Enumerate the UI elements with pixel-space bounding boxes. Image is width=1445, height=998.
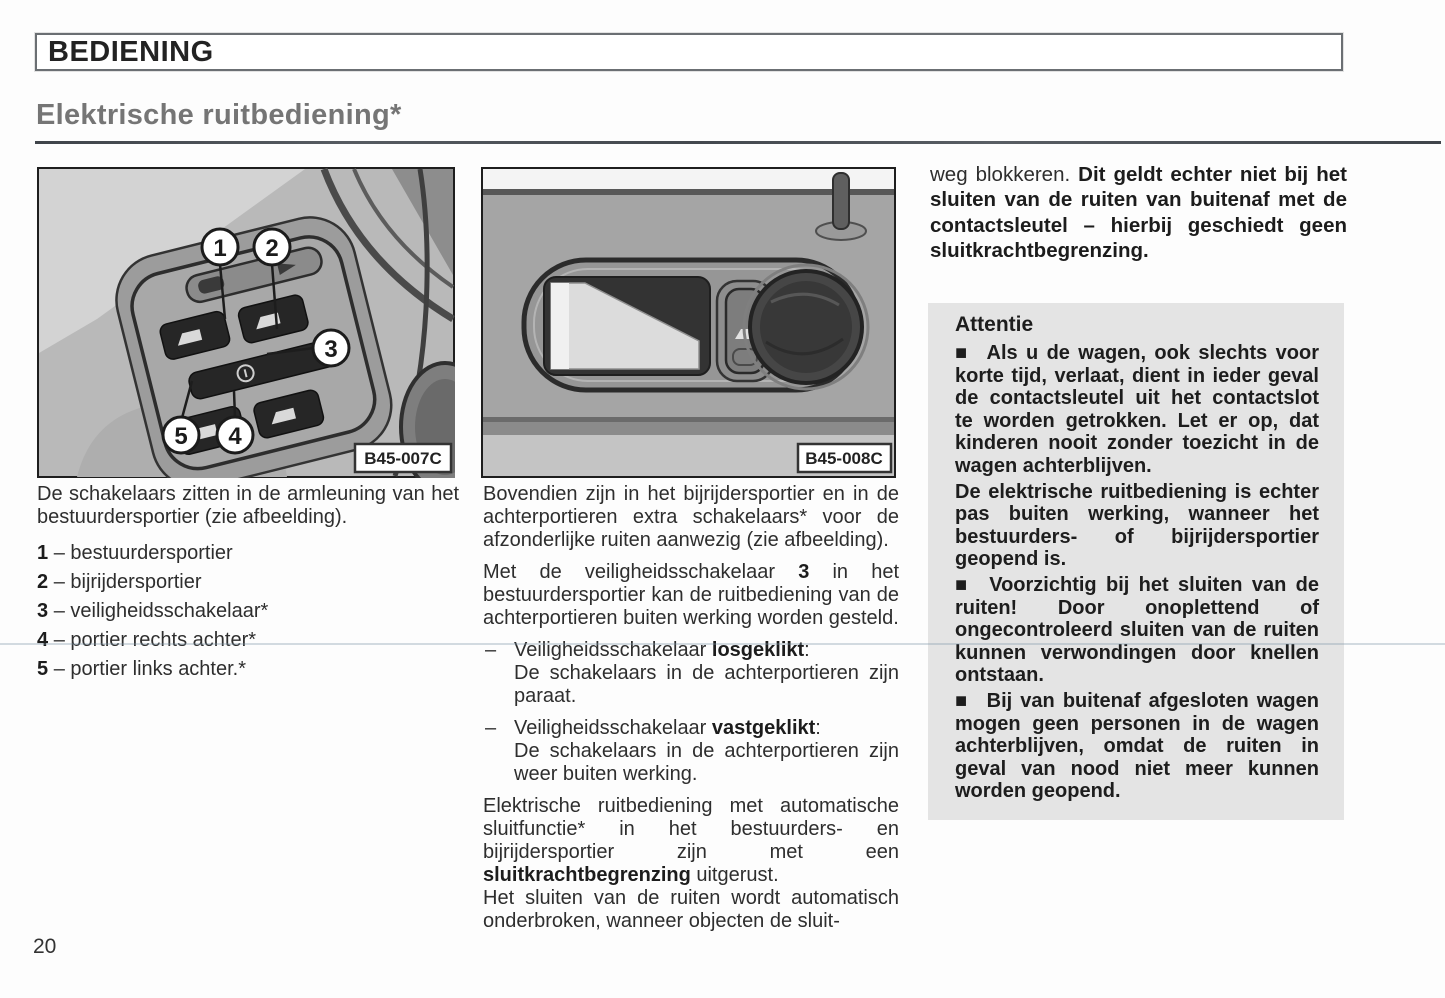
column-middle	[483, 483, 899, 933]
section-title-rule	[35, 141, 1441, 144]
callout-3	[313, 330, 349, 366]
callout-4	[217, 417, 253, 453]
svg-text:4: 4	[228, 423, 242, 450]
figure-legend	[37, 542, 459, 681]
figure-window-switch-panel	[37, 167, 455, 478]
page-number: 20	[33, 935, 57, 958]
bullet-item-vastgeklikt	[483, 717, 899, 786]
legend-item-4: 4 – portier rechts achter*	[37, 629, 257, 651]
legend-separator: –	[53, 542, 65, 564]
square-bullet-icon: ■	[955, 342, 970, 364]
mid-paragraph-4: Het sluiten van de ruiten wordt automatisch onderbroken, wanneer objecten de sluit-	[483, 887, 899, 932]
legend-label: bijrijdersportier	[70, 571, 202, 593]
mid-paragraph-3: Elektrische ruitbediening met automatische sluitfunctie* in het bestuurders- en bijrijdersportier zijn met een sluitkrachtbegrenzing uitgerust.	[483, 795, 899, 886]
bullet-head: Veiligheidsschakelaar vastgeklikt:	[514, 717, 821, 739]
legend-separator: –	[53, 629, 65, 651]
legend-separator: –	[53, 658, 65, 680]
chapter-title: BEDIENING	[48, 35, 214, 68]
attention-title: Attentie	[955, 313, 1034, 336]
legend-label: portier rechts achter*	[70, 629, 257, 651]
mid-paragraph-1: Bovendien zijn in het bijrijdersportier en in de achterportieren extra schakelaars* voor de afzonderlijke ruiten aanwezig (zie afbeelding).	[483, 483, 899, 551]
square-bullet-icon: ■	[955, 573, 971, 596]
square-bullet-icon: ■	[955, 689, 970, 712]
attention-item-3: ■ Voorzichtig bij het sluiten van de ruiten! Door onoplettend of ongecontroleerd sluiten van de ruiten kunnen verwondingen door knellen ontstaan.	[955, 573, 1319, 687]
svg-text:2: 2	[265, 235, 279, 262]
column-left	[37, 483, 459, 687]
legend-label: bestuurdersportier	[70, 542, 233, 564]
figure-code-label	[355, 444, 451, 472]
speaker-grille	[744, 265, 868, 389]
mid-paragraph-2: Met de veiligheidsschakelaar 3 in het bestuurdersportier kan de ruitbediening van de achterportieren buiten werking worden gesteld.	[483, 561, 900, 629]
chapter-header-box	[35, 33, 1343, 71]
svg-text:1: 1	[213, 235, 227, 262]
figure-door-panel	[481, 167, 896, 478]
legend-item-1: 1 – bestuurdersportier	[37, 542, 233, 564]
callout-5	[163, 417, 199, 453]
svg-text:5: 5	[174, 423, 188, 450]
svg-text:B45-007C: B45-007C	[364, 449, 442, 468]
attention-box	[928, 303, 1344, 820]
legend-item-5: 5 – portier links achter.*	[37, 658, 247, 680]
figure-code-label	[798, 444, 891, 472]
bullet-item-losgeklikt	[483, 639, 899, 708]
bullet-body: De schakelaars in de achterportieren zijn paraat.	[514, 662, 899, 707]
legend-separator: –	[53, 571, 65, 593]
callout-1	[202, 229, 238, 265]
right-lead-paragraph: weg blokkeren. Dit geldt echter niet bij het sluiten van de ruiten van buitenaf met de contactsleutel – hierbij geschiedt geen sluitkrachtbegrenzing.	[930, 163, 1347, 263]
bullet-head: Veiligheidsschakelaar losgeklikt:	[514, 639, 810, 661]
dash-bullet: –	[485, 639, 497, 661]
legend-item-3: 3 – veiligheidsschakelaar*	[37, 600, 269, 622]
callout-2	[254, 229, 290, 265]
svg-text:B45-008C: B45-008C	[805, 449, 883, 468]
section-title: Elektrische ruitbediening*	[36, 99, 402, 131]
door-release-handle	[544, 277, 710, 375]
legend-item-2: 2 – bijrijdersportier	[37, 571, 202, 593]
attention-item-1: ■ Als u de wagen, ook slechts voor korte tijd, verlaat, dient in ieder geval de contactsleutel uit het contactslot te worden getrokken. Let er op, dat kinderen nooit zonder toezicht in de wagen achterblijven.	[955, 342, 1319, 477]
svg-text:3: 3	[324, 336, 338, 363]
attention-item-4: ■ Bij van buitenaf afgesloten wagen mogen geen personen in de wagen achterblijven, omdat de ruiten in geval van nood niet meer kunnen worden geopend.	[955, 689, 1319, 803]
legend-label: portier links achter.*	[70, 658, 247, 680]
bullet-body: De schakelaars in de achterportieren zijn weer buiten werking.	[514, 740, 899, 785]
left-intro-paragraph: De schakelaars zitten in de armleuning van het bestuurdersportier (zie afbeelding).	[37, 483, 459, 528]
column-right	[930, 162, 1347, 273]
legend-label: veiligheidsschakelaar*	[70, 600, 269, 622]
dash-bullet: –	[485, 717, 497, 739]
legend-separator: –	[53, 600, 65, 622]
attention-item-2: De elektrische ruitbediening is echter pas buiten werking, wanneer het bestuurders- of bijrijdersportier geopend is.	[955, 480, 1319, 571]
